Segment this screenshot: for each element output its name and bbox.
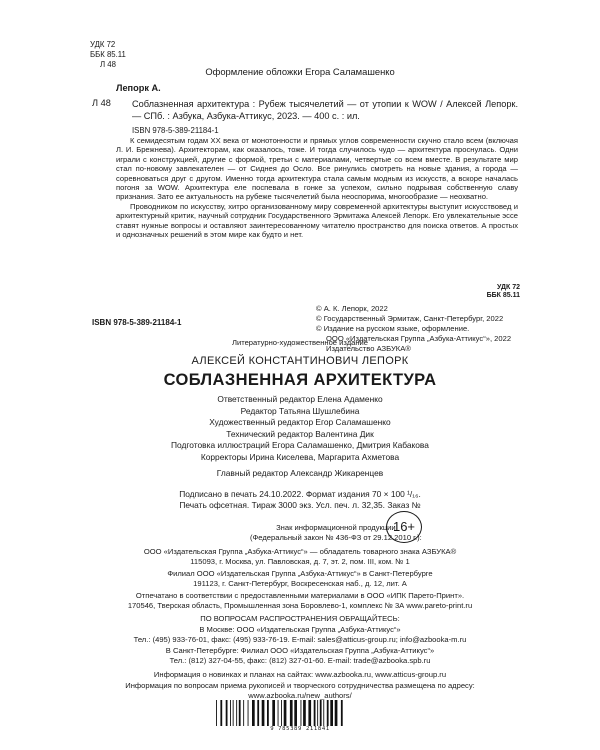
barcode-bar xyxy=(327,700,329,726)
barcode-bar xyxy=(252,700,255,726)
barcode-bar xyxy=(317,700,318,726)
barcode-bar xyxy=(320,700,322,726)
barcode-bar xyxy=(272,700,275,726)
barcode-bar xyxy=(236,700,237,726)
catalog-author-heading: Лепорк А. xyxy=(116,83,161,93)
barcode-bar xyxy=(281,700,282,726)
copyright-line: © А. К. Лепорк, 2022 xyxy=(316,304,388,313)
copyright-line: ООО «Издательская Группа „Азбука-Аттикус“», 2022 xyxy=(326,334,512,344)
manuscripts-info xyxy=(0,681,600,700)
barcode-bar xyxy=(220,700,222,726)
barcode-bar xyxy=(330,700,333,726)
catalog-isbn: ISBN 978-5-389-21184-1 xyxy=(132,126,219,135)
abstract-paragraph: Проводником по искусству, хитро организованному миру современной архитектуры выступит искусствовед и архитектурный критик, научный сотрудник Государственного Эрмитажа Алексей Лепорк. Его увлекательные эссе ставят нужные вопросы и оставляют заинтересованному читателю пространство для поиска ответов. А простых и однозначных решений в этом мире как будто и нет. xyxy=(116,201,518,240)
barcode-bar xyxy=(248,700,249,726)
editor-credit: Ответственный редактор Елена Адаменко xyxy=(217,394,383,404)
udk-code: УДК 72 xyxy=(90,40,116,49)
publisher-spb-branch xyxy=(0,569,600,588)
barcode-bar xyxy=(284,700,287,726)
publisher-line: 191123, г. Санкт-Петербург, Воскресенская наб., д. 12, лит. А xyxy=(193,578,407,588)
catalog-number: Л 48 xyxy=(92,98,111,108)
printing-line: Отпечатано в соответствии с предоставленными материалами в ООО «ИПК Парето-Принт». xyxy=(135,591,465,600)
info-mark-line: Знак информационной продукции xyxy=(276,523,396,532)
publisher-line: ООО «Издательская Группа „Азбука-Аттикус“» — обладатель товарного знака АЗБУКА® xyxy=(143,547,457,556)
barcode-bar xyxy=(341,700,343,726)
distribution-moscow xyxy=(0,625,600,644)
publisher-line: 115093, г. Москва, ул. Павловская, д. 7, эт. 2, пом. III, ком. № 1 xyxy=(190,556,410,566)
barcode-bar xyxy=(301,700,302,726)
barcode-number: 9 785389 211841 xyxy=(270,726,330,732)
barcode-bar xyxy=(233,700,234,726)
editor-credit: Подготовка иллюстраций Егора Саламашенко, Дмитрия Кабакова xyxy=(171,440,429,451)
info-mark-line: (Федеральный закон № 436-ФЗ от 29.12.2010 г.): xyxy=(250,532,422,542)
distribution-line: Тел.: (495) 933-76-01, факс: (495) 933-76-19. E-mail: sales@atticus-group.ru; info@azbooka-m.ru xyxy=(133,634,467,644)
barcode-bar xyxy=(243,700,244,726)
printing-house xyxy=(0,591,600,610)
publisher-hq xyxy=(0,547,600,566)
bbk-code: ББК 85.11 xyxy=(90,50,126,60)
news-sites: Информация о новинках и планах на сайтах: www.azbooka.ru, www.atticus-group.ru xyxy=(153,670,447,679)
barcode-bar xyxy=(308,700,311,726)
distribution-line: В Москве: ООО «Издательская Группа „Азбука-Аттикус“» xyxy=(199,625,401,634)
barcode-bar xyxy=(323,700,324,726)
barcode-bar xyxy=(230,700,231,726)
book-title: СОБЛАЗНЕННАЯ АРХИТЕКТУРА xyxy=(163,371,437,389)
manuscripts-line: www.azbooka.ru/new_authors/ xyxy=(248,690,352,700)
barcode-bar xyxy=(294,700,297,726)
editors-list xyxy=(0,394,600,464)
abstract xyxy=(116,136,518,239)
udk-right-block xyxy=(458,284,520,301)
barcode-bar xyxy=(303,700,306,726)
udk-right-code: УДК 72 xyxy=(497,284,520,291)
chief-editor: Главный редактор Александр Жикаренцев xyxy=(216,468,384,478)
barcode-bar xyxy=(314,700,316,726)
cover-credit: Оформление обложки Егора Саламашенко xyxy=(205,66,395,77)
barcode-bar xyxy=(335,700,338,726)
print-details-line: Подписано в печать 24.10.2022. Формат издания 70 × 100 ¹/₁₆. xyxy=(179,489,421,499)
barcode-bar xyxy=(257,700,259,726)
barcode-bar xyxy=(262,700,265,726)
print-details-line: Печать офсетная. Тираж 3000 экз. Усл. печ. л. 32,35. Заказ № xyxy=(179,499,421,510)
printing-line: 170546, Тверская область, Промышленная зона Боровлево-1, комплекс № 3А www.pareto-print.ru xyxy=(127,600,473,610)
distribution-line: В Санкт-Петербурге: Филиал ООО «Издательская Группа „Азбука-Аттикус“» xyxy=(165,646,435,655)
editor-credit: Корректоры Ирина Киселева, Маргарита Ахметова xyxy=(200,451,400,462)
bbk-right-code: ББК 85.11 xyxy=(486,292,520,300)
distribution-heading: ПО ВОПРОСАМ РАСПРОСТРАНЕНИЯ ОБРАЩАЙТЕСЬ: xyxy=(200,614,400,623)
barcode-bar xyxy=(216,700,217,726)
publisher-line: Филиал ООО «Издательская Группа „Азбука-Аттикус“» в Санкт-Петербурге xyxy=(167,569,433,578)
author-name: АЛЕКСЕЙ КОНСТАНТИНОВИЧ ЛЕПОРК xyxy=(191,355,409,367)
copyright-line: Издательство АЗБУКА® xyxy=(326,344,411,354)
barcode-bar xyxy=(278,700,279,726)
editor-credit: Художественный редактор Егор Саламашенко xyxy=(209,417,391,428)
barcode xyxy=(214,700,386,732)
copyright-line: © Государственный Эрмитаж, Санкт-Петербург, 2022 xyxy=(316,314,504,324)
genre-label: Литературно-художественное издание xyxy=(231,338,369,347)
print-details xyxy=(0,489,600,511)
barcode-bar xyxy=(267,700,269,726)
editor-credit: Редактор Татьяна Шушлебина xyxy=(240,405,360,416)
author-index: Л 48 xyxy=(100,60,116,70)
barcode-bar xyxy=(226,700,228,726)
abstract-paragraph: К семидесятым годам XX века от монотонности и прямых углов современности скучно стало всем (включая Л. И. Брежнева). Архитекторам, как оказалось, тоже. И тогда случилось чудо — архитектура проснулась. Одни играли с конструкцией, другие с формой, третьи с материалами, четвертые со всем вместе. В результате мир стал по-новому завлекателен — от Сиднея до Осло. Все ринулись смотреть на новые здания, а города — соревноваться друг с другом. Именно тогда архитектура стала самым модным из искусств, а вскоре началась погоня за WOW. Архитектура еле поспевала в гонке за успехом, сильно подрывая собственную славу признания. Зато ее актуальность на рубеже тысячелетий была неоспорима, многообразие — неохватно. xyxy=(116,136,518,202)
barcode-bar xyxy=(239,700,241,726)
distribution-spb xyxy=(0,646,600,665)
catalog-entry: Соблазненная архитектура : Рубеж тысячелетий — от утопии к WOW / Алексей Лепорк. — СПб. : Азбука, Азбука-Аттикус, 2023. — 400 с. : ил. xyxy=(132,99,518,122)
editor-credit: Технический редактор Валентина Дик xyxy=(226,428,374,439)
barcode-bar xyxy=(290,700,293,726)
age-rating-badge: 16+ xyxy=(386,511,422,543)
manuscripts-line: Информация по вопросам приема рукописей и творческого сотрудничества размещена по адресу: xyxy=(125,681,475,690)
copyright-line: © Издание на русском языке, оформление. xyxy=(316,324,470,334)
isbn-bold: ISBN 978-5-389-21184-1 xyxy=(92,318,182,327)
barcode-bars xyxy=(214,700,386,726)
distribution-line: Тел.: (812) 327-04-55, факс: (812) 327-01-60. E-mail: trade@azbooka.spb.ru xyxy=(169,655,431,665)
